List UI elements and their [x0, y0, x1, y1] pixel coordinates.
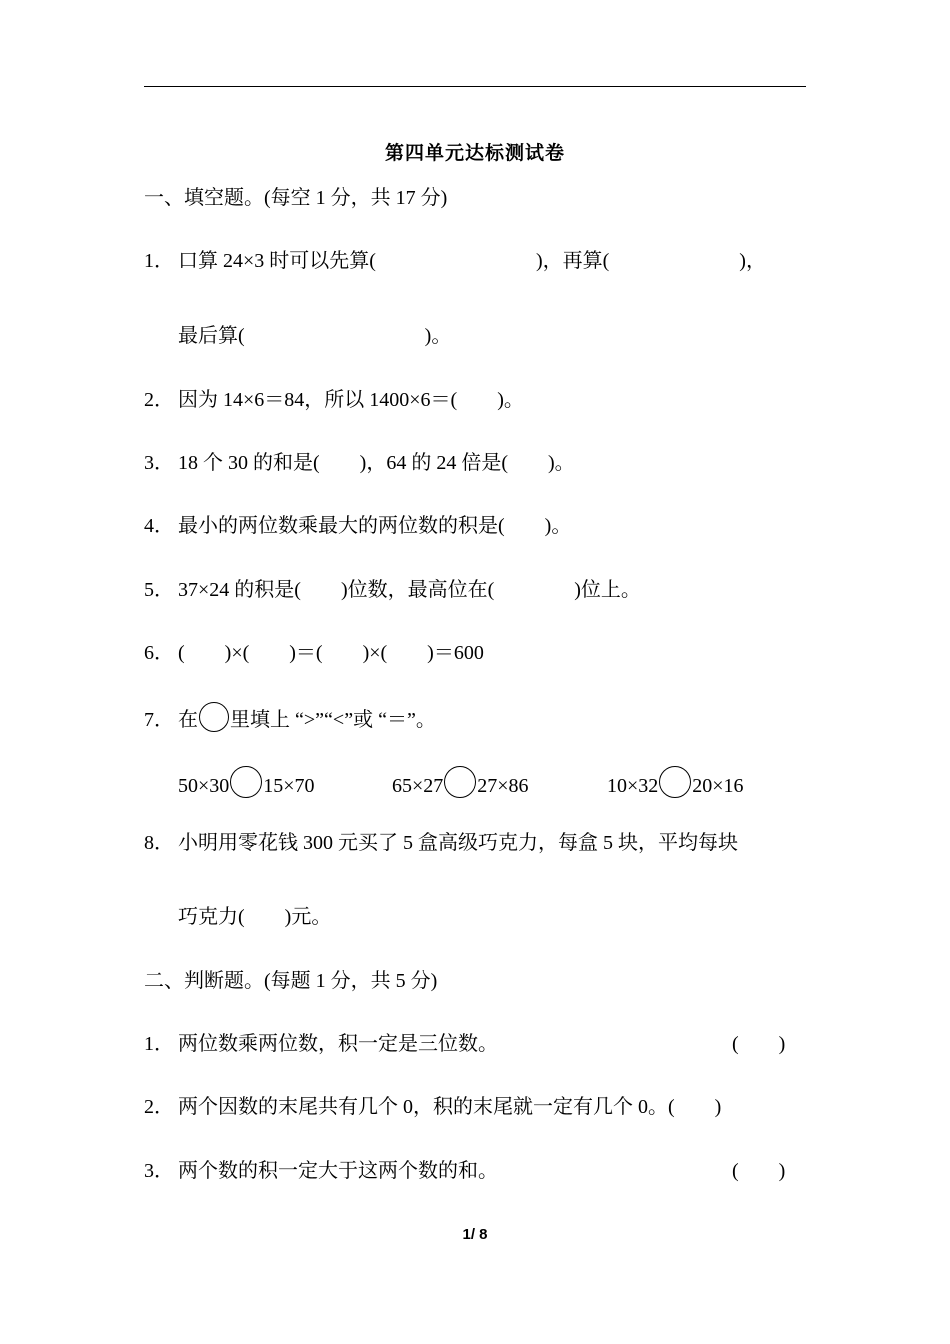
comparison-item: 10×32 20×16	[607, 766, 744, 799]
compare-circle-input[interactable]	[230, 766, 262, 798]
answer-paren[interactable]: ( )	[732, 1033, 786, 1055]
answer-paren[interactable]: ( )	[732, 1160, 786, 1182]
question-8-cont: 巧克力( )元。	[178, 906, 332, 928]
judge-question-3: 3． 两个数的积一定大于这两个数的和。 ( )	[144, 1160, 786, 1182]
section1-heading: 一、填空题。(每空 1 分，共 17 分)	[144, 187, 448, 209]
question-4: 4． 最小的两位数乘最大的两位数的积是( )。	[144, 515, 572, 537]
question-number: 6．	[144, 642, 174, 664]
question-6: 6． ( )×( )＝( )×( )＝600	[144, 642, 484, 664]
question-number: 1．	[144, 1033, 174, 1055]
question-1: 1． 口算 24×3 时可以先算( )，再算( )，	[144, 250, 766, 272]
question-number: 7．	[144, 709, 174, 731]
page-title: 第四单元达标测试卷	[384, 143, 565, 164]
judge-question-2: 2． 两个因数的末尾共有几个 0，积的末尾就一定有几个 0。( )	[144, 1096, 722, 1118]
question-number: 2．	[144, 389, 174, 411]
question-number: 3．	[144, 452, 174, 474]
section2-heading: 二、判断题。(每题 1 分，共 5 分)	[144, 970, 438, 992]
question-1-cont: 最后算( )。	[178, 325, 452, 347]
question-number: 2．	[144, 1096, 174, 1118]
header-rule	[144, 86, 806, 87]
question-2: 2． 因为 14×6＝84，所以 1400×6＝( )。	[144, 389, 524, 411]
question-7: 7． 在 里填上 “>”“<”或 “＝”。	[144, 702, 436, 733]
question-number: 3．	[144, 1160, 174, 1182]
question-5: 5． 37×24 的积是( )位数，最高位在( )位上。	[144, 579, 641, 601]
question-3: 3． 18 个 30 的和是( )，64 的 24 倍是( )。	[144, 452, 575, 474]
judge-question-1: 1． 两位数乘两位数，积一定是三位数。 ( )	[144, 1033, 786, 1055]
comparison-item: 65×27 27×86	[392, 766, 529, 799]
question-number: 5．	[144, 579, 174, 601]
circle-icon	[199, 702, 229, 732]
compare-circle-input[interactable]	[659, 766, 691, 798]
question-number: 8．	[144, 832, 174, 854]
page-number: 1/ 8	[462, 1226, 488, 1243]
compare-circle-input[interactable]	[444, 766, 476, 798]
comparison-item: 50×30 15×70	[178, 766, 315, 799]
question-8: 8． 小明用零花钱 300 元买了 5 盒高级巧克力，每盒 5 块，平均每块	[144, 832, 738, 854]
question-number: 4．	[144, 515, 174, 537]
question-number: 1．	[144, 250, 174, 272]
